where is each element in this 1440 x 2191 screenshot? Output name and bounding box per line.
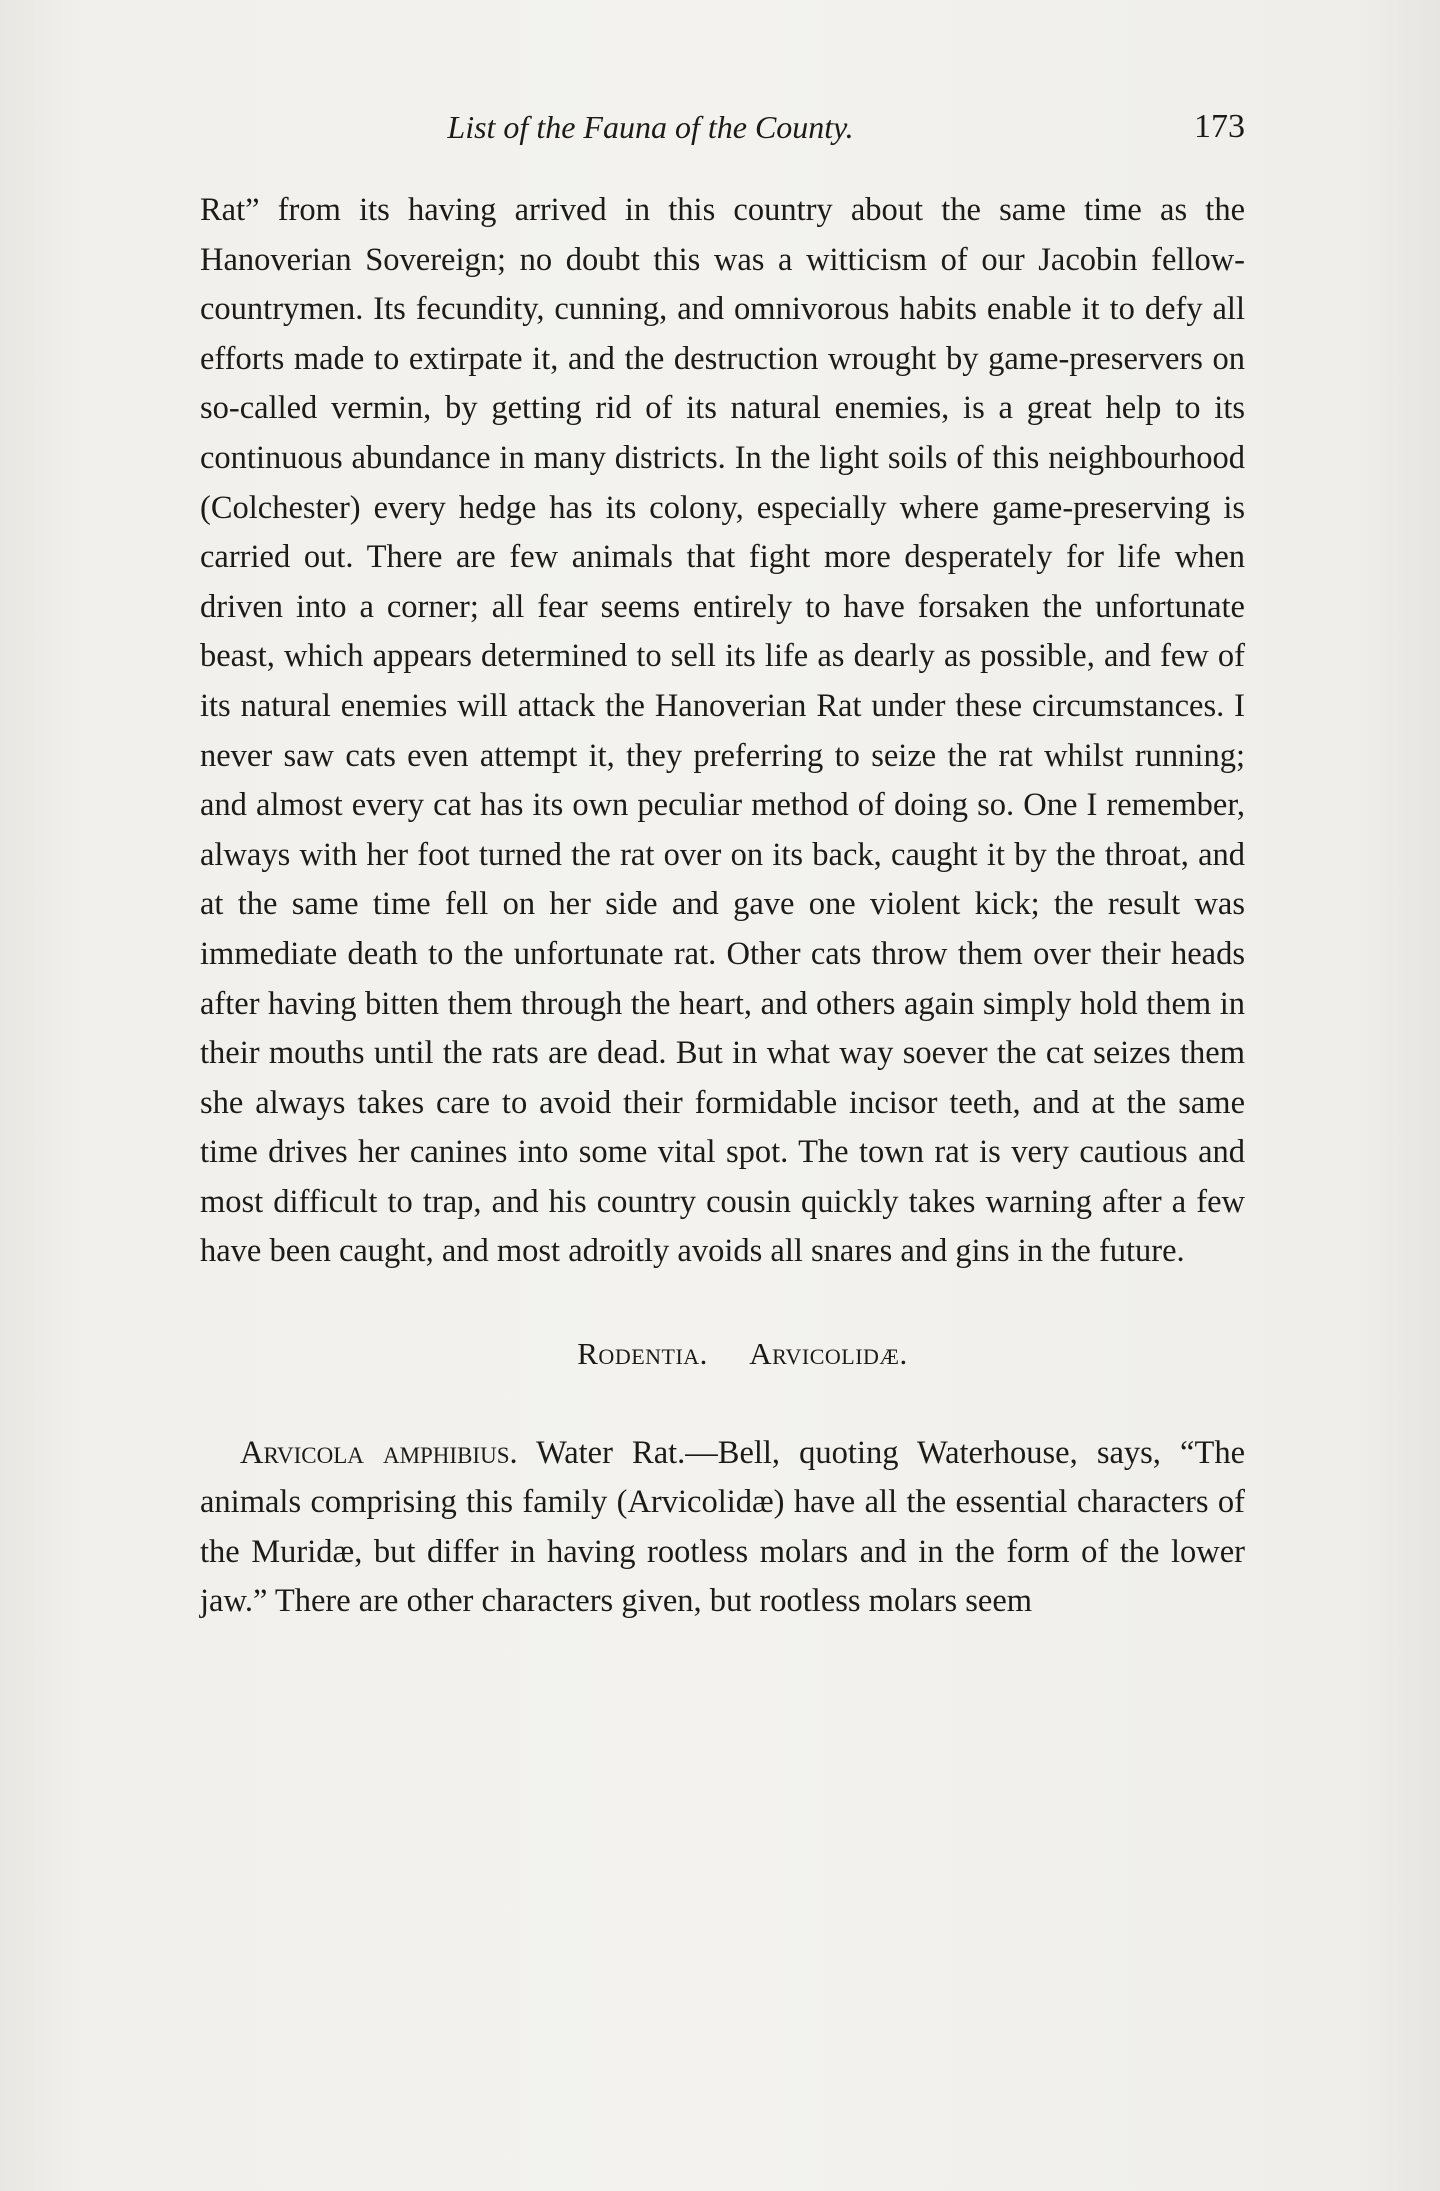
family-name: Arvicolidæ. xyxy=(749,1336,908,1372)
page-header xyxy=(200,102,1245,152)
section-heading xyxy=(200,1329,1245,1379)
running-head: List of the Fauna of the County. xyxy=(447,109,854,145)
order-name: Rodentia. xyxy=(577,1336,708,1372)
species-name: Arvicola amphibius. xyxy=(240,1434,518,1471)
page-number: 173 xyxy=(1194,108,1245,145)
species-paragraph xyxy=(200,1429,1245,1627)
species-description: Water Rat.—Bell, quoting Waterhouse, says, “The animals comprising this family (Arvicolidæ) have all the essential characters of the Muridæ, but differ in having rootless molars and in the form of the lower jaw.” There are other characters given, but rootless molars seem xyxy=(200,1434,1245,1620)
body-paragraph: Rat” from its having arrived in this country about the same time as the Hanoverian Sovereign; no doubt this was a witticism of our Jacobin fellow-countrymen. Its fecundity, cunning, and omnivorous habits enable it to defy all efforts made to extirpate it, and the destruction wrought by game-preservers on so-called vermin, by getting rid of its natural enemies, is a great help to its continuous abundance in many districts. In the light soils of this neighbourhood (Colchester) every hedge has its colony, especially where game-preserving is carried out. There are few animals that fight more desperately for life when driven into a corner; all fear seems entirely to have forsaken the unfortunate beast, which appears determined to sell its life as dearly as possible, and few of its natural enemies will attack the Hanoverian Rat under these circumstances. I never saw cats even attempt it, they preferring to seize the rat whilst running; and almost every cat has its own peculiar method of doing so. One I remember, always with her foot turned the rat over on its back, caught it by the throat, and at the same time fell on her side and gave one violent kick; the result was immediate death to the unfortunate rat. Other cats throw them over their heads after having bitten them through the heart, and others again simply hold them in their mouths until the rats are dead. But in what way soever the cat seizes them she always takes care to avoid their formidable incisor teeth, and at the same time drives her canines into some vital spot. The town rat is very cautious and most difficult to trap, and his country cousin quickly takes warning after a few have been caught, and most adroitly avoids all snares and gins in the future. xyxy=(200,192,1245,1270)
page-body xyxy=(200,186,1245,1627)
